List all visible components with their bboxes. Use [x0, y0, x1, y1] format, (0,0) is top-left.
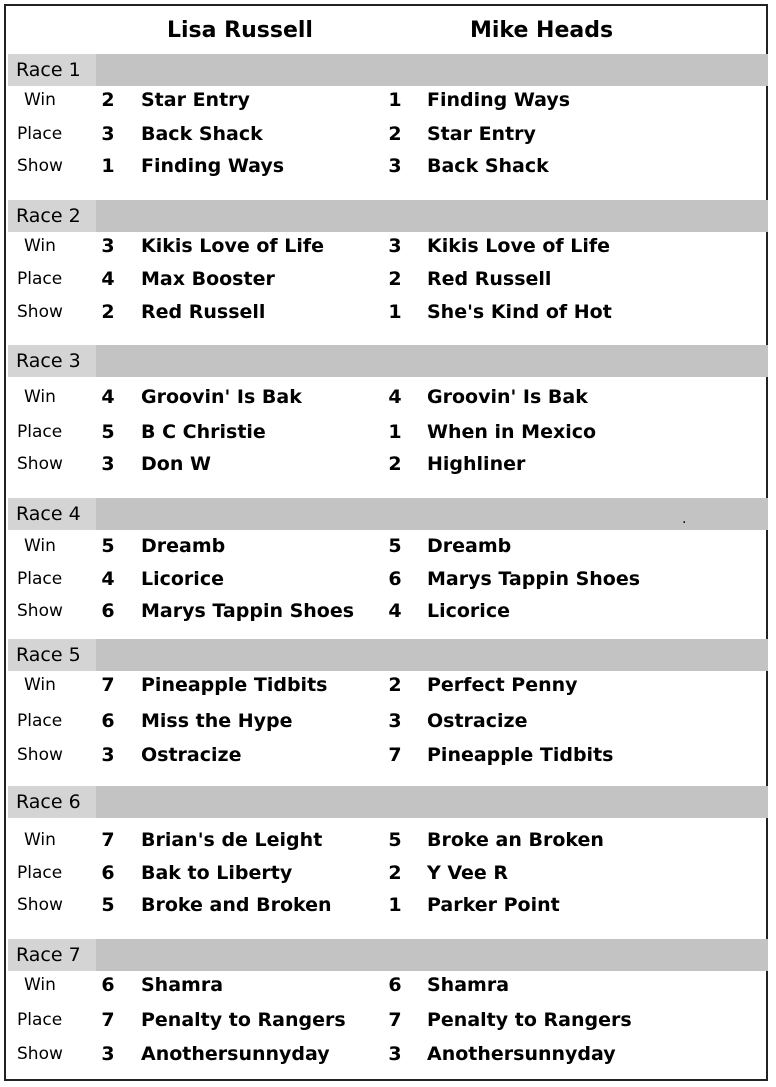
- mike-horse-name: Marys Tappin Shoes: [427, 568, 641, 590]
- finish-position-label: Place: [17, 711, 63, 731]
- mike-horse-name: Finding Ways: [427, 89, 571, 111]
- mike-horse-name: Kikis Love of Life: [427, 235, 611, 257]
- mike-horse-name: Star Entry: [427, 123, 536, 145]
- mike-horse-name: Anothersunnyday: [427, 1043, 616, 1065]
- race-band-5: [8, 639, 768, 671]
- lisa-horse-name: Miss the Hype: [141, 710, 293, 732]
- race-band-3: [8, 345, 768, 377]
- mike-horse-number: 1: [388, 301, 402, 323]
- mike-horse-number: 6: [388, 568, 402, 590]
- mike-horse-name: Dreamb: [427, 535, 512, 557]
- mike-horse-number: 1: [388, 89, 402, 111]
- finish-position-label: Place: [17, 269, 63, 289]
- mike-horse-name: Groovin' Is Bak: [427, 386, 588, 408]
- lisa-horse-name: Kikis Love of Life: [141, 235, 325, 257]
- race-label: Race 2: [8, 200, 96, 232]
- mike-horse-number: 7: [388, 744, 402, 766]
- lisa-horse-number: 6: [101, 862, 115, 884]
- stray-dot: .: [682, 511, 687, 527]
- lisa-horse-name: Groovin' Is Bak: [141, 386, 302, 408]
- race-band-4: [8, 498, 768, 530]
- race-label: Race 3: [8, 345, 96, 377]
- race-label: Race 6: [8, 786, 96, 818]
- mike-horse-name: Red Russell: [427, 268, 552, 290]
- mike-horse-name: Perfect Penny: [427, 674, 578, 696]
- mike-horse-number: 5: [388, 535, 402, 557]
- lisa-horse-name: Star Entry: [141, 89, 250, 111]
- mike-horse-number: 6: [388, 974, 402, 996]
- lisa-horse-number: 5: [101, 535, 115, 557]
- lisa-horse-name: Broke and Broken: [141, 894, 332, 916]
- lisa-horse-name: Shamra: [141, 974, 224, 996]
- finish-position-label: Win: [24, 387, 56, 407]
- race-band-6: [8, 786, 768, 818]
- race-band-7: [8, 939, 768, 971]
- race-band-1: [8, 54, 768, 86]
- lisa-horse-number: 4: [101, 268, 115, 290]
- finish-position-label: Show: [17, 156, 63, 176]
- mike-horse-number: 2: [388, 453, 402, 475]
- lisa-horse-number: 3: [101, 453, 115, 475]
- mike-horse-number: 4: [388, 600, 402, 622]
- mike-horse-number: 7: [388, 1009, 402, 1031]
- race-label: Race 7: [8, 939, 96, 971]
- lisa-horse-number: 3: [101, 123, 115, 145]
- finish-position-label: Place: [17, 124, 63, 144]
- lisa-horse-number: 2: [101, 89, 115, 111]
- lisa-horse-name: Dreamb: [141, 535, 226, 557]
- lisa-horse-number: 6: [101, 600, 115, 622]
- lisa-horse-number: 7: [101, 674, 115, 696]
- finish-position-label: Show: [17, 454, 63, 474]
- lisa-horse-name: Marys Tappin Shoes: [141, 600, 355, 622]
- finish-position-label: Show: [17, 302, 63, 322]
- mike-horse-number: 3: [388, 1043, 402, 1065]
- mike-horse-number: 4: [388, 386, 402, 408]
- mike-horse-name: Parker Point: [427, 894, 560, 916]
- finish-position-label: Show: [17, 745, 63, 765]
- lisa-horse-name: Don W: [141, 453, 211, 475]
- lisa-horse-number: 2: [101, 301, 115, 323]
- mike-horse-name: Broke an Broken: [427, 829, 604, 851]
- lisa-horse-number: 3: [101, 235, 115, 257]
- mike-horse-number: 2: [388, 268, 402, 290]
- lisa-horse-number: 6: [101, 974, 115, 996]
- lisa-horse-name: Brian's de Leight: [141, 829, 323, 851]
- player-header-lisa: Lisa Russell: [167, 18, 313, 43]
- mike-horse-number: 3: [388, 155, 402, 177]
- lisa-horse-name: Ostracize: [141, 744, 242, 766]
- mike-horse-name: Y Vee R: [427, 862, 509, 884]
- lisa-horse-name: Pineapple Tidbits: [141, 674, 328, 696]
- lisa-horse-number: 4: [101, 386, 115, 408]
- lisa-horse-name: Finding Ways: [141, 155, 285, 177]
- mike-horse-name: Penalty to Rangers: [427, 1009, 632, 1031]
- finish-position-label: Win: [24, 236, 56, 256]
- race-label: Race 4: [8, 498, 96, 530]
- mike-horse-number: 2: [388, 123, 402, 145]
- lisa-horse-number: 6: [101, 710, 115, 732]
- finish-position-label: Win: [24, 536, 56, 556]
- mike-horse-number: 2: [388, 674, 402, 696]
- race-label: Race 5: [8, 639, 96, 671]
- lisa-horse-number: 1: [101, 155, 115, 177]
- finish-position-label: Win: [24, 675, 56, 695]
- mike-horse-name: Pineapple Tidbits: [427, 744, 614, 766]
- mike-horse-name: Shamra: [427, 974, 510, 996]
- mike-horse-number: 1: [388, 421, 402, 443]
- finish-position-label: Show: [17, 895, 63, 915]
- lisa-horse-number: 3: [101, 744, 115, 766]
- mike-horse-number: 3: [388, 710, 402, 732]
- lisa-horse-name: Penalty to Rangers: [141, 1009, 346, 1031]
- lisa-horse-number: 7: [101, 829, 115, 851]
- player-header-mike: Mike Heads: [470, 18, 614, 43]
- finish-position-label: Show: [17, 1044, 63, 1064]
- mike-horse-number: 2: [388, 862, 402, 884]
- mike-horse-number: 1: [388, 894, 402, 916]
- finish-position-label: Win: [24, 830, 56, 850]
- race-band-2: [8, 200, 768, 232]
- mike-horse-name: She's Kind of Hot: [427, 301, 612, 323]
- mike-horse-name: Ostracize: [427, 710, 528, 732]
- lisa-horse-number: 4: [101, 568, 115, 590]
- lisa-horse-number: 5: [101, 421, 115, 443]
- lisa-horse-name: Anothersunnyday: [141, 1043, 330, 1065]
- finish-position-label: Show: [17, 601, 63, 621]
- lisa-horse-name: Licorice: [141, 568, 224, 590]
- mike-horse-name: When in Mexico: [427, 421, 597, 443]
- finish-position-label: Win: [24, 90, 56, 110]
- mike-horse-number: 3: [388, 235, 402, 257]
- finish-position-label: Place: [17, 863, 63, 883]
- mike-horse-number: 5: [388, 829, 402, 851]
- finish-position-label: Place: [17, 569, 63, 589]
- mike-horse-name: Back Shack: [427, 155, 549, 177]
- lisa-horse-name: B C Christie: [141, 421, 266, 443]
- finish-position-label: Win: [24, 975, 56, 995]
- race-label: Race 1: [8, 54, 96, 86]
- lisa-horse-number: 5: [101, 894, 115, 916]
- lisa-horse-number: 7: [101, 1009, 115, 1031]
- mike-horse-name: Highliner: [427, 453, 526, 475]
- mike-horse-name: Licorice: [427, 600, 510, 622]
- lisa-horse-name: Max Booster: [141, 268, 275, 290]
- finish-position-label: Place: [17, 1010, 63, 1030]
- lisa-horse-name: Bak to Liberty: [141, 862, 293, 884]
- lisa-horse-name: Red Russell: [141, 301, 266, 323]
- lisa-horse-number: 3: [101, 1043, 115, 1065]
- lisa-horse-name: Back Shack: [141, 123, 263, 145]
- finish-position-label: Place: [17, 422, 63, 442]
